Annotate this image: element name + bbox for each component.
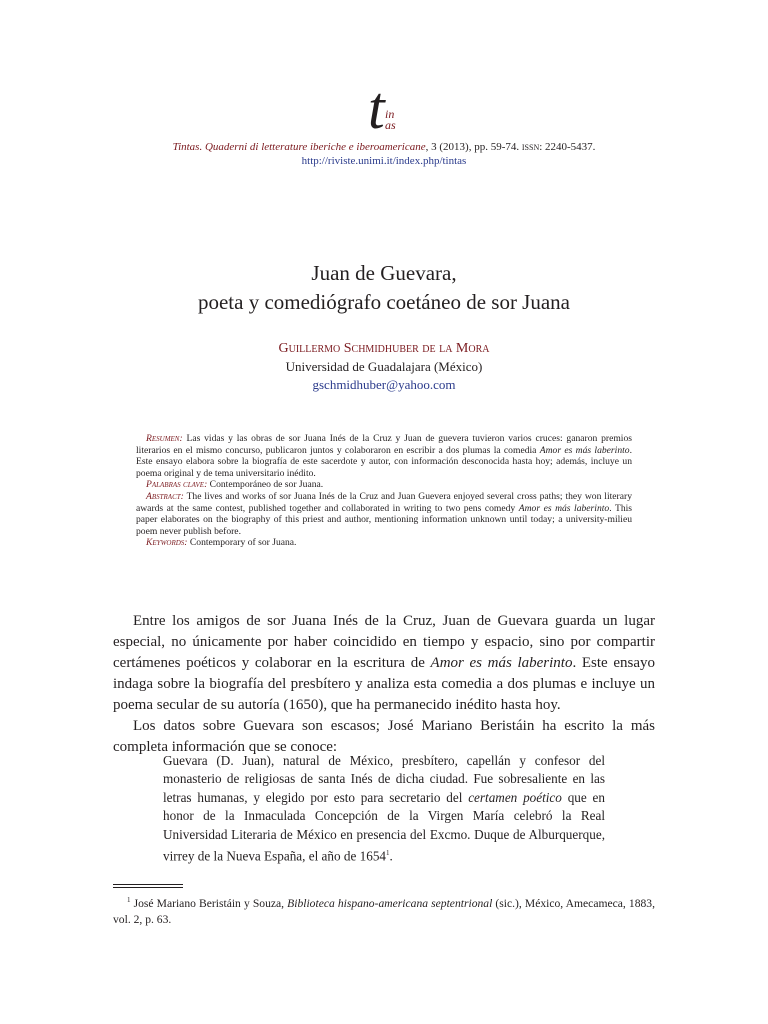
block-quote xyxy=(163,752,605,866)
footnote-divider xyxy=(113,884,183,885)
quote-text-a: Guevara (D. Juan), natural de México, presbítero, capellán y confesor del monasterio de religiosas de santa Inés de dicha ciudad. Fue sobresaliente en las letras humanas, y elegido por esto para secretario del xyxy=(163,753,605,805)
footnote-number: 1 xyxy=(127,896,131,904)
quote-text-b: que en honor de la Inmaculada Concepción de la Virgen María celebró la Real Universidad Literaria de México en presencia del Excmo. Duque de Alburquerque, virrey de la Nueva España, el año de 1654 xyxy=(163,789,605,864)
body-p1-title: Amor es más laberinto xyxy=(430,655,573,671)
keywords-paragraph xyxy=(136,537,632,549)
body-paragraph-1 xyxy=(113,611,655,716)
footnote-paragraph xyxy=(113,892,655,928)
author-block xyxy=(0,340,768,394)
logo-letters-in: in xyxy=(385,107,395,121)
logo-letter-t: t xyxy=(368,75,385,141)
quote-title: certamen poético xyxy=(468,789,562,805)
footnote xyxy=(113,892,655,928)
author-affiliation: Universidad de Guadalajara (México) xyxy=(285,359,483,374)
palabras-paragraph xyxy=(136,479,632,491)
journal-citation xyxy=(0,140,768,168)
abstract-text-a: The lives and works of sor Juana Inés de la Cruz and Juan Guevera enjoyed several cross paths; they won literary awards at the same contest, published together and collaborated in writing to two pens comedy xyxy=(136,490,632,514)
author-name: Guillermo Schmidhuber de la Mora xyxy=(278,341,490,356)
quote-end: . xyxy=(389,848,393,864)
body-paragraph-2: Los datos sobre Guevara son escasos; José Mariano Beristáin ha escrito la más completa información que se conoce: xyxy=(113,718,655,755)
footnote-ref[interactable]: 1 xyxy=(386,849,390,858)
abstract-text-b: . This paper elaborates on the biography of this priest and author, mentioning information unknown until today; a university-milieu poem never publish before. xyxy=(136,502,633,537)
abstract-paragraph xyxy=(136,491,632,537)
journal-details: , 3 (2013), pp. 59-74. xyxy=(425,141,522,153)
journal-issn: issn: 2240-5437. xyxy=(521,141,596,153)
palabras-text: Contemporáneo de sor Juana. xyxy=(207,479,324,491)
article-title-line-2: poeta y comediógrafo coetáneo de sor Juana xyxy=(197,290,570,314)
palabras-label: Palabras clave: xyxy=(146,479,208,491)
abstract-block xyxy=(136,433,632,549)
body-text xyxy=(113,611,655,758)
abstract-play-title: Amor es más laberinto xyxy=(518,502,610,514)
resumen-text-b: . Este ensayo elabora sobre la biografía de este sacerdote y autor, con información desconocida hasta hoy; además, incluye un poema original y de tema universitario inédito. xyxy=(136,444,632,479)
keywords-text: Contemporary of sor Juana. xyxy=(187,537,297,549)
footnote-text-b: (sic.), México, Amecameca, 1883, vol. 2, p. 63. xyxy=(113,896,655,926)
journal-name: Tintas. xyxy=(172,141,203,153)
resumen-text-a: Las vidas y las obras de sor Juana Inés de la Cruz y Juan de guevera tuvieron varios cruces: ganaron premios literarios en el mismo concurso, publicaron juntos y colaboraron en escribir a dos plumas la comedia xyxy=(136,433,632,456)
author-email-link[interactable]: gschmidhuber@yahoo.com xyxy=(312,377,456,392)
article-title-line-1: Juan de Guevara, xyxy=(311,261,457,285)
resumen-paragraph xyxy=(136,433,632,479)
article-title xyxy=(0,259,768,317)
footnote-text-a: José Mariano Beristáin y Souza, xyxy=(130,896,288,910)
journal-subtitle: Quaderni di letterature iberiche e iberoamericane xyxy=(202,141,426,153)
resumen-play-title: Amor es más laberinto xyxy=(539,444,630,456)
logo-letters-as: as xyxy=(385,118,396,132)
journal-url-link[interactable]: http://riviste.unimi.it/index.php/tintas xyxy=(301,155,467,167)
journal-logo xyxy=(358,75,414,141)
body-p1-b: . Este ensayo indaga sobre la biografía del presbítero y analiza esta comedia a dos plumas e incluye un poema secular de su autoría (1650), que ha permanecido inédito hasta hoy. xyxy=(113,655,655,713)
abstract-label: Abstract: xyxy=(146,490,184,502)
resumen-label: Resumen: xyxy=(146,433,183,444)
footnote-divider-2 xyxy=(113,887,183,888)
body-p1-a: Entre los amigos de sor Juana Inés de la Cruz, Juan de Guevara guarda un lugar especial, no únicamente por haber coincidido en tiempo y espacio, sino por compartir certámenes poéticos y colaborar en la escritura de xyxy=(113,613,655,671)
footnote-book-title: Biblioteca hispano-americana septentrional xyxy=(287,896,493,910)
keywords-label: Keywords: xyxy=(146,537,188,549)
